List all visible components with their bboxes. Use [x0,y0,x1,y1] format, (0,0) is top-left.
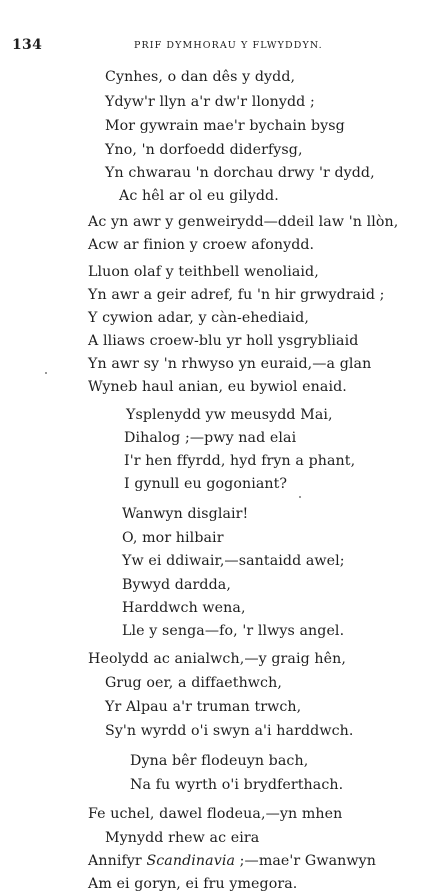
poem-line: Y cywion adar, y càn-ehediaid, [88,310,309,326]
poem-line: Yr Alpau a'r truman trwch, [105,699,302,715]
poem-line: Yno, 'n dorfoedd diderfysg, [105,142,303,158]
poem-line: O, mor hilbair [122,530,224,546]
poem-line: Ac yn awr y genweirydd—ddeil law 'n llòn, [88,214,399,230]
page-header [12,37,384,57]
poem-line: Ydyw'r llyn a'r dw'r llonydd ; [105,94,315,110]
poem-line: A lliaws croew-blu yr holl ysgrybliaid [88,333,359,349]
poem-line: Na fu wyrth o'i brydferthach. [130,777,344,793]
poem-line: Yw ei ddiwair,—santaidd awel; [122,553,345,569]
poem-line: Wyneb haul anian, eu bywiol enaid. [88,379,347,395]
poem-line: Yn awr a geir adref, fu 'n hir grwydraid ; [88,287,385,303]
poem-line: Fe uchel, dawel flodeua,—yn mhen [88,806,343,822]
poem-line: Mor gywrain mae'r bychain bysg [105,118,345,134]
poem-line: Cynhes, o dan dês y dydd, [105,69,296,85]
poem-line: Grug oer, a diffaethwch, [105,675,282,691]
ink-speck [45,372,47,374]
poem-line: Yn chwarau 'n dorchau drwy 'r dydd, [105,165,375,181]
page-number: 134 [12,37,43,53]
poem-line: Sy'n wyrdd o'i swyn a'i harddwch. [105,723,354,739]
poem-line: Ysplenydd yw meusydd Mai, [126,407,333,423]
poem-text: ;—mae'r Gwanwyn [239,853,376,869]
poem-line: Acw ar finion y croew afonydd. [88,237,315,253]
poem-line: Am ei goryn, ei fru ymegora. [88,876,298,892]
poem-line: Mynydd rhew ac eira [105,830,260,846]
poem-line: Dihalog ;—pwy nad elai [124,430,297,446]
poem-line: Ac hêl ar ol eu gilydd. [119,188,279,204]
poem-line: I gynull eu gogoniant? [124,476,288,492]
italic-placename: Scandinavia [146,853,236,869]
poem-line: Lluon olaf y teithbell wenoliaid, [88,264,319,280]
ink-speck [299,496,301,498]
poem-line: Yn awr sy 'n rhwyso yn euraid,—a glan [88,356,372,372]
poem-line: Heolydd ac anialwch,—y graig hên, [88,651,346,667]
poem-line: Bywyd dardda, [122,577,231,593]
running-title: PRIF DYMHORAU Y FLWYDDYN. [134,40,323,51]
poem-line: Harddwch wena, [122,600,246,616]
poem-line: Wanwyn disglair! [122,506,249,522]
poem-line [88,852,376,870]
poem-line: I'r hen ffyrdd, hyd fryn a phant, [124,453,356,469]
poem-text: Annifyr [88,853,142,869]
poem-line: Lle y senga—fo, 'r llwys angel. [122,623,345,639]
poem-line: Dyna bêr flodeuyn bach, [130,753,309,769]
